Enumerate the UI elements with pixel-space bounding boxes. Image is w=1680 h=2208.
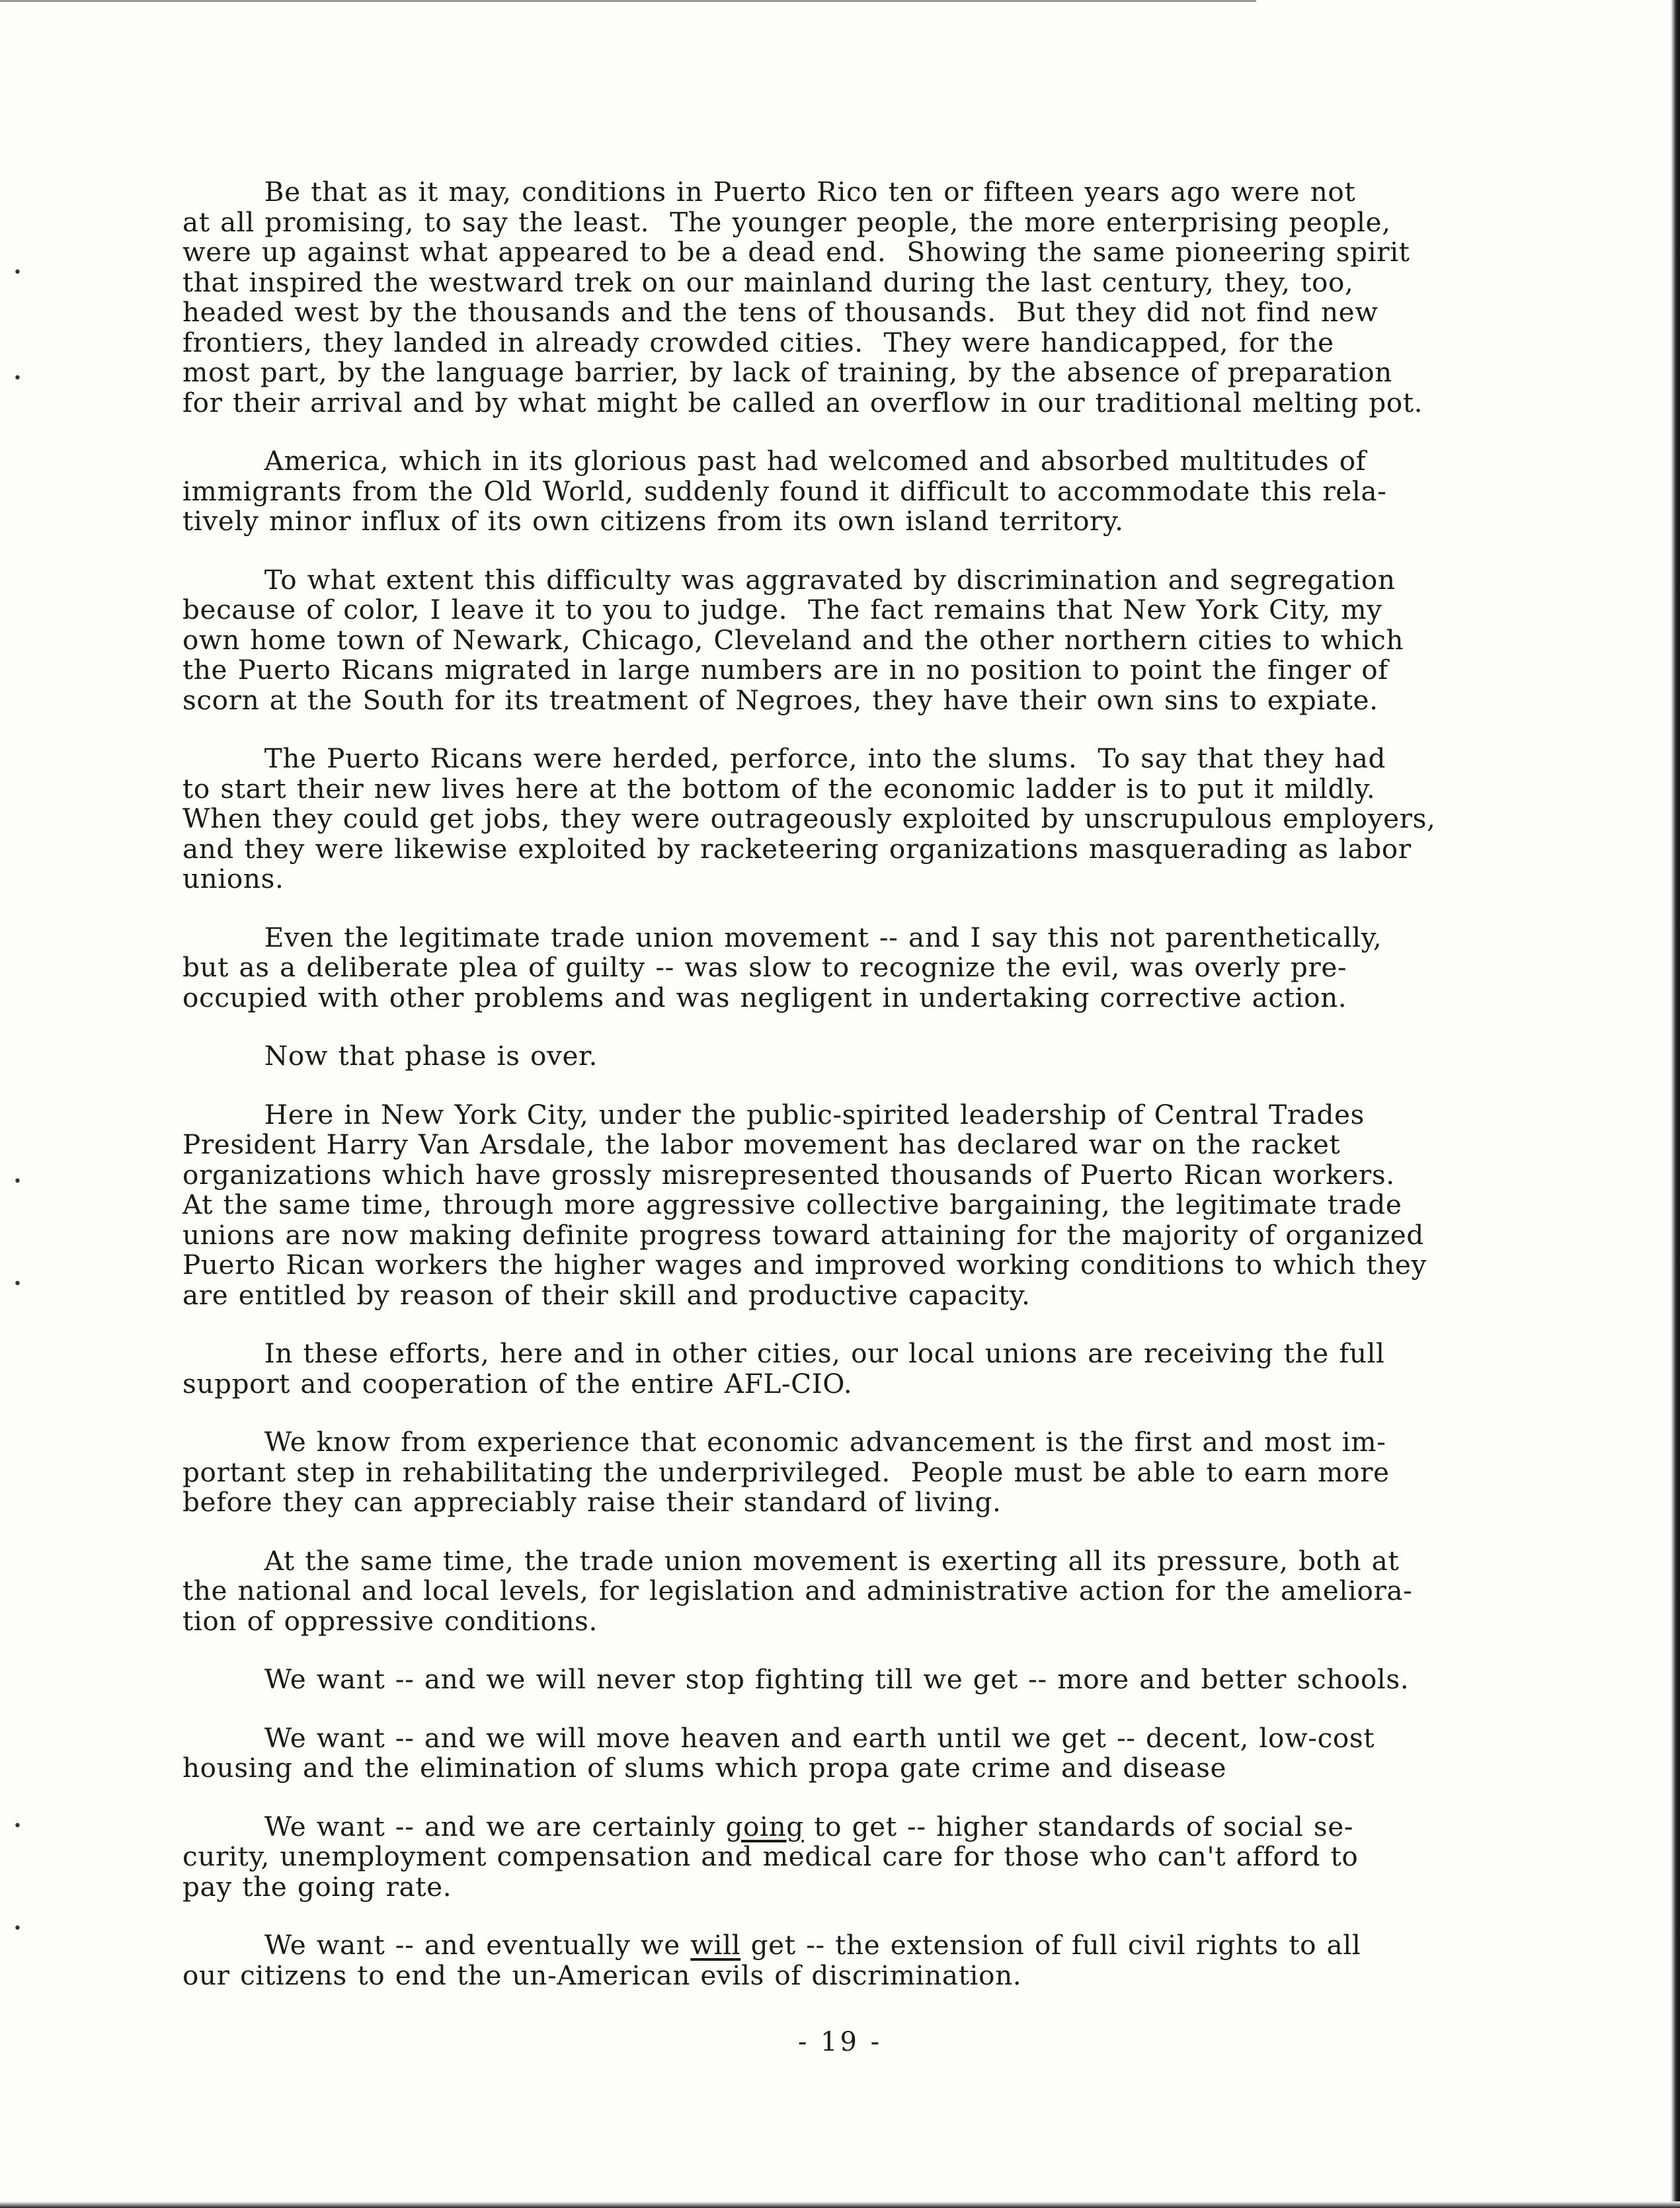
paragraph (182, 1546, 1492, 1637)
text-line: support and cooperation of the entire AFL-CIO. (182, 1367, 853, 1400)
text-line: At the same time, through more aggressive collective bargaining, the legitimate trade (182, 1189, 1402, 1220)
text-line: To what extent this difficulty was aggravated by discrimination and segregation (182, 563, 1396, 596)
text-line: headed west by the thousands and the tens of thousands. But they did not find new (182, 296, 1379, 328)
text-line: because of color, I leave it to you to judge. The fact remains that New York City, my (182, 594, 1382, 625)
text-line: unions. (182, 863, 284, 894)
paragraph-gap (182, 537, 1492, 565)
paragraph (182, 1723, 1492, 1784)
paragraph (182, 1041, 1492, 1072)
paragraph-gap (182, 1518, 1492, 1546)
text-line: We want -- and we will move heaven and earth until we get -- decent, low-cost (182, 1721, 1375, 1754)
paragraph (182, 1930, 1492, 1991)
paragraph (182, 177, 1492, 418)
text-line: immigrants from the Old World, suddenly found it difficult to accommodate this rela- (182, 475, 1387, 507)
margin-mark: • (13, 370, 22, 387)
text-line: We want -- and eventually we will get -- the extension of full civil rights to all (182, 1929, 1361, 1961)
margin-mark: • (13, 1818, 22, 1834)
text-line: pay the going rate. (182, 1870, 452, 1903)
text-line: tively minor influx of its own citizens from its own island territory. (182, 505, 1124, 537)
text-line: the national and local levels, for legislation and administrative action for the ameliora- (182, 1575, 1413, 1606)
text-line: the Puerto Ricans migrated in large numbers are in no position to point the finger of (182, 654, 1388, 686)
text-line: curity, unemployment compensation and medical care for those who can't afford to (182, 1840, 1359, 1872)
page-number: - 19 - (797, 2027, 883, 2057)
text-line: that inspired the westward trek on our mainland during the last century, they, too, (182, 266, 1354, 298)
text-line: housing and the elimination of slums which propa gate crime and disease (182, 1752, 1227, 1784)
paragraph (182, 1665, 1492, 1695)
text-line: were up against what appeared to be a dead end. Showing the same pioneering spirit (182, 236, 1410, 268)
paragraph (182, 744, 1492, 894)
paragraph (182, 565, 1492, 716)
paragraph-gap (182, 1310, 1492, 1339)
paragraph-list (182, 177, 1492, 1784)
margin-mark: • (13, 1173, 22, 1190)
text-line: our citizens to end the un-American evils of discrimination. (182, 1959, 1022, 1991)
paragraph-gap (182, 418, 1492, 446)
text-line: Even the legitimate trade union movement -- and I say this not parenthetically, (182, 921, 1382, 953)
page-top-edge (0, 0, 1256, 2)
underlined-word: going (725, 1810, 804, 1842)
margin-mark: • (13, 264, 22, 281)
paragraph (182, 446, 1492, 537)
page-bottom-edge (0, 2201, 1680, 2208)
paragraph (182, 1339, 1492, 1399)
paragraph-gap (182, 715, 1492, 744)
paragraph-gap (182, 1695, 1492, 1723)
paragraph-gap (182, 1072, 1492, 1100)
text-line: We want -- and we are certainly going to get -- higher standards of social se- (182, 1810, 1354, 1842)
text-line: to start their new lives here at the bottom of the economic ladder is to put it mildly. (182, 772, 1376, 805)
paragraph-gap (182, 1784, 1492, 1812)
text-line: occupied with other problems and was negligent in undertaking corrective action. (182, 981, 1347, 1013)
text-line: are entitled by reason of their skill and productive capacity. (182, 1279, 1031, 1311)
text-line: Be that as it may, conditions in Puerto Rico ten or fifteen years ago were not (182, 176, 1356, 208)
text-line: scorn at the South for its treatment of Negroes, they have their own sins to expiate. (182, 684, 1379, 716)
text-line: tion of oppressive conditions. (182, 1604, 598, 1637)
text-line: most part, by the language barrier, by lack of training, by the absence of preparation (182, 356, 1392, 388)
text-line: unions are now making definite progress toward attaining for the majority of organized (182, 1218, 1424, 1251)
paragraph-gap (182, 1399, 1492, 1427)
text-line: America, which in its glorious past had welcomed and absorbed multitudes of (182, 445, 1367, 477)
body-text (182, 177, 1492, 1991)
text-line: and they were likewise exploited by racketeering organizations masquerading as labor (182, 832, 1412, 865)
paragraph (182, 923, 1492, 1013)
text-line: President Harry Van Arsdale, the labor movement has declared war on the racket (182, 1128, 1341, 1160)
text-line: Puerto Rican workers the higher wages and improved working conditions to which they (182, 1249, 1427, 1281)
page-right-edge (1671, 0, 1680, 2208)
text-line: When they could get jobs, they were outrageously exploited by unscrupulous employers, (182, 803, 1436, 834)
margin-mark: • (13, 1276, 22, 1292)
paragraph (182, 1812, 1492, 1903)
text-line: but as a deliberate plea of guilty -- was slow to recognize the evil, was overly pre- (182, 951, 1347, 983)
underlined-word: will (690, 1929, 741, 1961)
paragraph-gap (182, 1013, 1492, 1041)
paragraph (182, 1100, 1492, 1311)
text-line: We know from experience that economic advancement is the first and most im- (182, 1426, 1386, 1458)
text-line: The Puerto Ricans were herded, perforce, into the slums. To say that they had (182, 742, 1386, 774)
paragraph-gap (182, 1636, 1492, 1665)
margin-mark: • (13, 1920, 22, 1937)
text-line: In these efforts, here and in other cities, our local unions are receiving the full (182, 1337, 1385, 1369)
text-line: own home town of Newark, Chicago, Cleveland and the other northern cities to which (182, 623, 1404, 656)
paragraph-gap (182, 894, 1492, 923)
text-line: frontiers, they landed in already crowded cities. They were handicapped, for the (182, 326, 1334, 358)
text-line: At the same time, the trade union movement is exerting all its pressure, both at (182, 1544, 1400, 1577)
text-line: We want -- and we will never stop fighting till we get -- more and better schools. (182, 1663, 1410, 1695)
text-line: at all promising, to say the least. The younger people, the more enterprising people, (182, 206, 1391, 238)
paragraph-gap (182, 1902, 1492, 1930)
paragraph (182, 1427, 1492, 1518)
text-line: portant step in rehabilitating the underprivileged. People must be able to earn more (182, 1456, 1390, 1488)
text-line: Now that phase is over. (182, 1040, 598, 1072)
text-line: before they can appreciably raise their standard of living. (182, 1486, 1002, 1518)
text-line: for their arrival and by what might be called an overflow in our traditional melting pot. (182, 386, 1423, 418)
text-line: organizations which have grossly misrepresented thousands of Puerto Rican workers. (182, 1158, 1395, 1191)
text-line: Here in New York City, under the public-spirited leadership of Central Trades (182, 1098, 1365, 1130)
